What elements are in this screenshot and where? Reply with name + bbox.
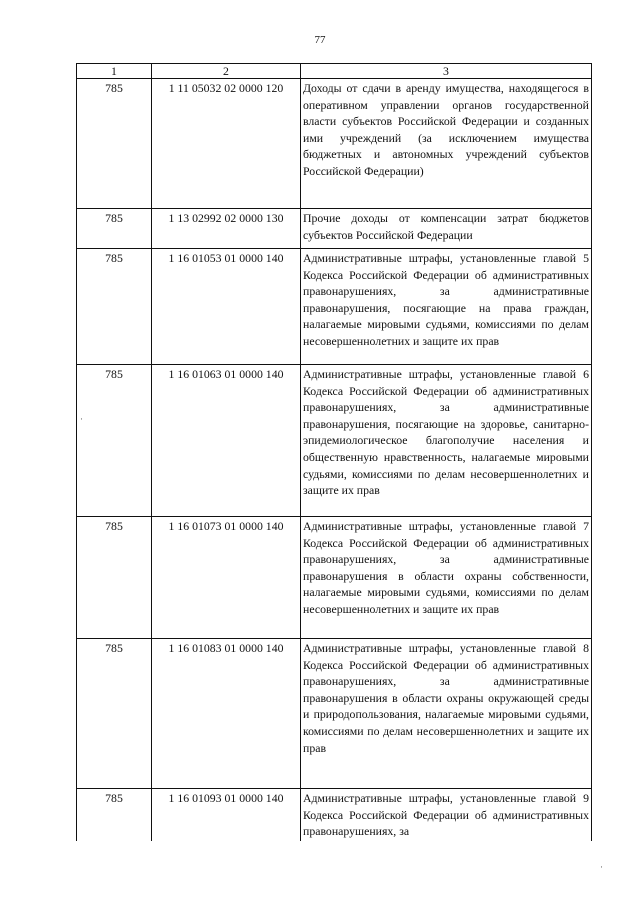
admin-code-cell: 785: [77, 365, 152, 517]
header-col-3: 3: [301, 64, 592, 79]
table-header-row: [77, 64, 592, 79]
header-col-2: 2: [152, 64, 301, 79]
admin-code-cell: 785: [77, 249, 152, 365]
table-row: [77, 789, 592, 841]
admin-code-cell: 785: [77, 79, 152, 209]
table-row: [77, 209, 592, 249]
budget-code-cell: 1 16 01093 01 0000 140: [152, 789, 301, 841]
admin-code-cell: 785: [77, 517, 152, 639]
table-row: [77, 639, 592, 789]
description-cell: Административные штрафы, установленные главой 7 Кодекса Российской Федерации об административных правонарушениях, за административные правонарушения в области охраны собственности, налагаемые мировыми судьями, комиссиями по делам несовершеннолетних и защите их прав: [301, 517, 592, 639]
revenue-codes-table: [76, 63, 592, 841]
description-cell: Доходы от сдачи в аренду имущества, находящегося в оперативном управлении органов государственной власти субъектов Российской Федерации и созданных ими учреждений (за исключением имущества бюджетных и автономных учреждений субъектов Российской Федерации): [301, 79, 592, 209]
budget-code-cell: 1 16 01083 01 0000 140: [152, 639, 301, 789]
table-row: [77, 249, 592, 365]
description-cell: Административные штрафы, установленные главой 8 Кодекса Российской Федерации об административных правонарушениях, за административные правонарушения в области охраны окружающей среды и природопользования, налагаемые мировыми судьями, комиссиями по делам несовершеннолетних и защите их прав: [301, 639, 592, 789]
budget-code-cell: 1 13 02992 02 0000 130: [152, 209, 301, 249]
description-cell: Прочие доходы от компенсации затрат бюджетов субъектов Российской Федерации: [301, 209, 592, 249]
description-cell: Административные штрафы, установленные главой 5 Кодекса Российской Федерации об административных правонарушениях, за административные правонарушения, посягающие на права граждан, налагаемые мировыми судьями, комиссиями по делам несовершеннолетних и защите их прав: [301, 249, 592, 365]
description-cell: Административные штрафы, установленные главой 6 Кодекса Российской Федерации об административных правонарушениях, за административные правонарушения, посягающие на здоровье, санитарно-эпидемиологическое благополучие населения и общественную нравственность, налагаемые мировыми судьями, комиссиями по делам несовершеннолетних и защите их прав: [301, 365, 592, 517]
header-col-1: 1: [77, 64, 152, 79]
scan-speck: ·: [80, 414, 83, 424]
table-row: [77, 517, 592, 639]
scan-speck: ·: [600, 862, 603, 872]
budget-code-cell: 1 16 01073 01 0000 140: [152, 517, 301, 639]
admin-code-cell: 785: [77, 789, 152, 841]
table-body: [77, 64, 592, 841]
budget-code-cell: 1 16 01063 01 0000 140: [152, 365, 301, 517]
table-row: [77, 365, 592, 517]
table-row: [77, 79, 592, 209]
admin-code-cell: 785: [77, 639, 152, 789]
page-number: 77: [314, 34, 326, 46]
description-cell: Административные штрафы, установленные главой 9 Кодекса Российской Федерации об административных правонарушениях, за: [301, 789, 592, 841]
budget-code-cell: 1 11 05032 02 0000 120: [152, 79, 301, 209]
admin-code-cell: 785: [77, 209, 152, 249]
budget-code-cell: 1 16 01053 01 0000 140: [152, 249, 301, 365]
